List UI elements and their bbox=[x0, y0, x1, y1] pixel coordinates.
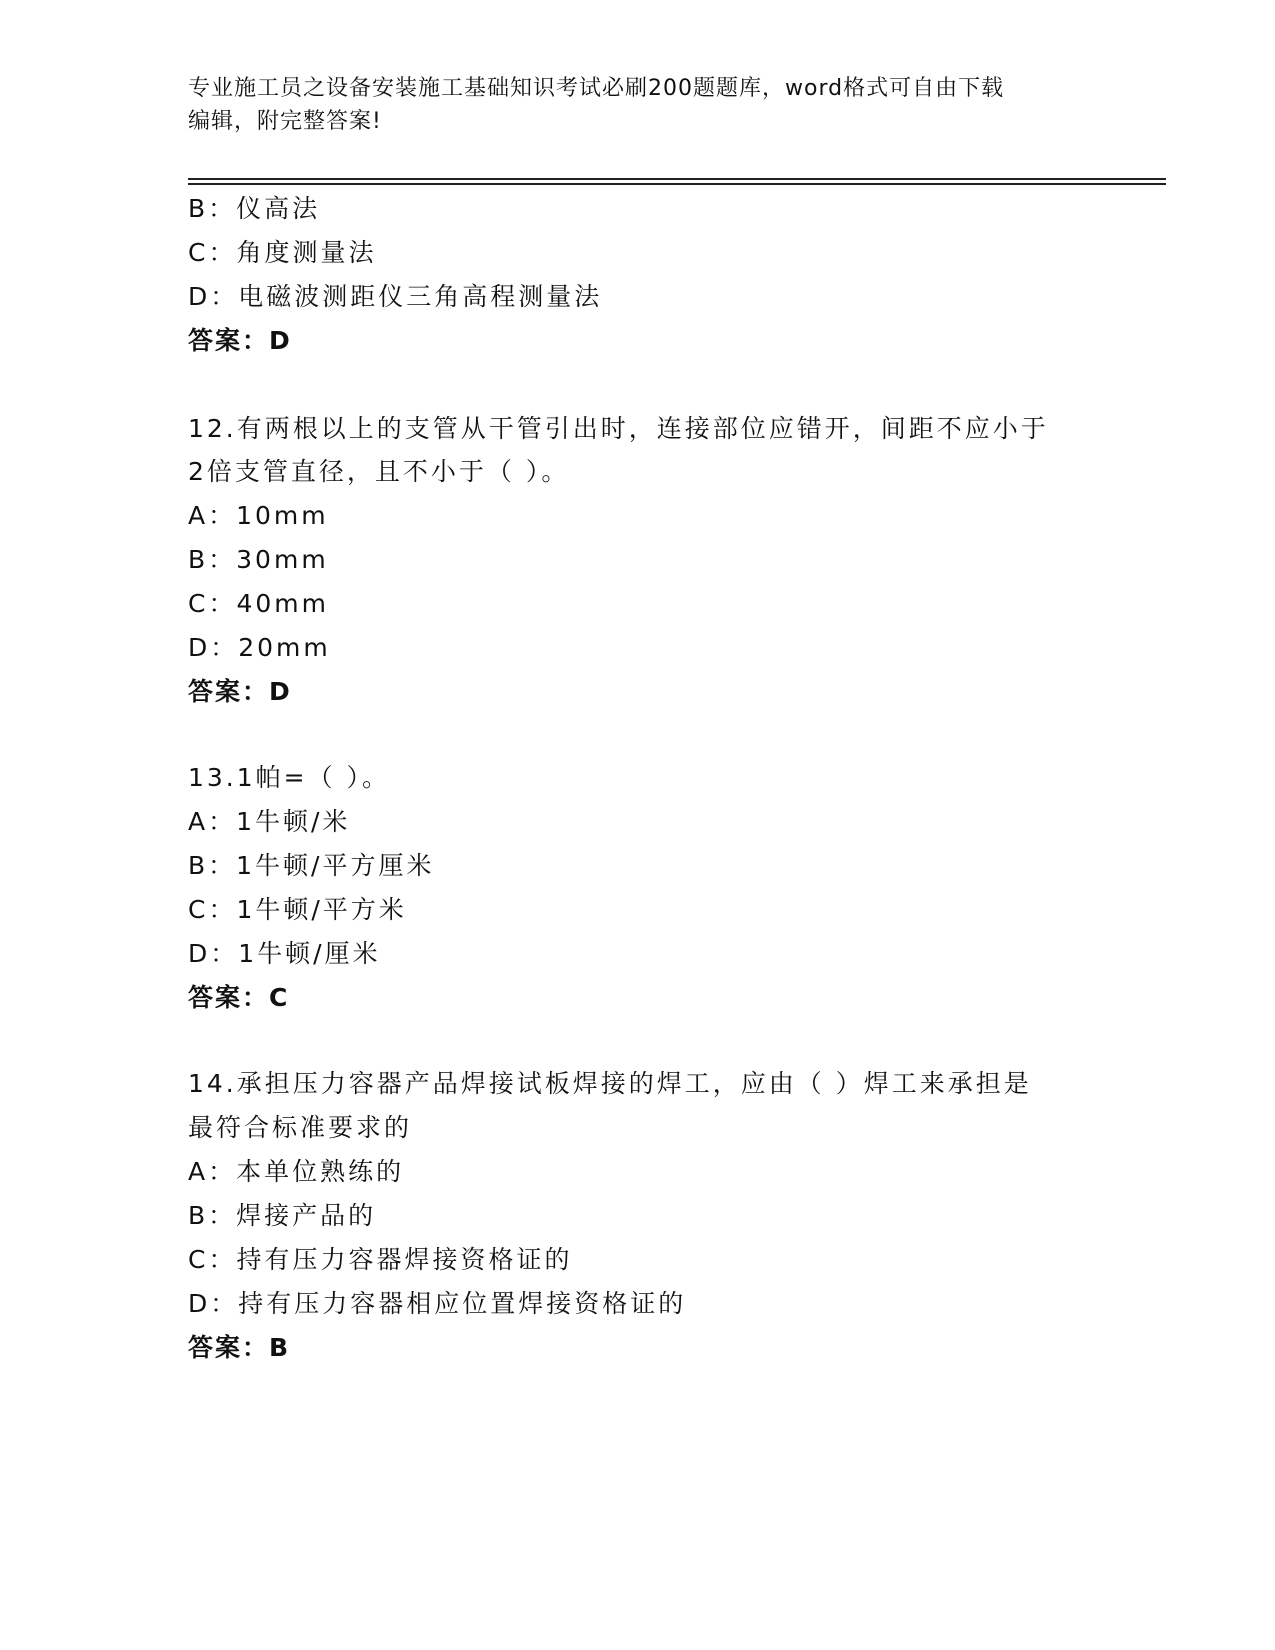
q12-option-a: A：10mm bbox=[188, 501, 329, 530]
q14-option-d: D：持有压力容器相应位置焊接资格证的 bbox=[188, 1289, 687, 1318]
header-divider-top bbox=[188, 178, 1166, 180]
q12-question-line-2: 2倍支管直径，且不小于（ ）。 bbox=[188, 457, 570, 486]
q13-option-b: B：1牛顿/平方厘米 bbox=[188, 851, 435, 880]
q14-option-a: A：本单位熟练的 bbox=[188, 1157, 405, 1186]
q13-question-line-1: 13.1帕=（ ）。 bbox=[188, 763, 391, 792]
q14-question-line-2: 最符合标准要求的 bbox=[188, 1113, 413, 1142]
header-title-line-1: 专业施工员之设备安装施工基础知识考试必刷200题题库，word格式可自由下载 bbox=[188, 76, 1005, 101]
q12-option-d: D：20mm bbox=[188, 633, 331, 662]
q12-question-line-1: 12.有两根以上的支管从干管引出时，连接部位应错开，间距不应小于 bbox=[188, 414, 1049, 443]
q14-answer: 答案：B bbox=[188, 1333, 291, 1362]
header-title-line-2: 编辑，附完整答案! bbox=[188, 109, 382, 134]
q14-option-b: B：焊接产品的 bbox=[188, 1201, 377, 1230]
header-divider-bottom bbox=[188, 183, 1166, 185]
q12-answer: 答案：D bbox=[188, 677, 292, 706]
q12-option-c: C：40mm bbox=[188, 589, 329, 618]
q11-option-b: B：仪高法 bbox=[188, 194, 321, 223]
q14-question-line-1: 14.承担压力容器产品焊接试板焊接的焊工，应由（ ）焊工来承担是 bbox=[188, 1069, 1032, 1098]
q11-answer: 答案：D bbox=[188, 326, 292, 355]
q13-answer: 答案：C bbox=[188, 983, 290, 1012]
q12-option-b: B：30mm bbox=[188, 545, 329, 574]
q13-option-d: D：1牛顿/厘米 bbox=[188, 939, 381, 968]
q11-option-d: D：电磁波测距仪三角高程测量法 bbox=[188, 282, 603, 311]
q14-option-c: C：持有压力容器焊接资格证的 bbox=[188, 1245, 573, 1274]
q13-option-a: A：1牛顿/米 bbox=[188, 807, 351, 836]
q13-option-c: C：1牛顿/平方米 bbox=[188, 895, 407, 924]
q11-option-c: C：角度测量法 bbox=[188, 238, 377, 267]
document-header bbox=[188, 72, 1068, 138]
